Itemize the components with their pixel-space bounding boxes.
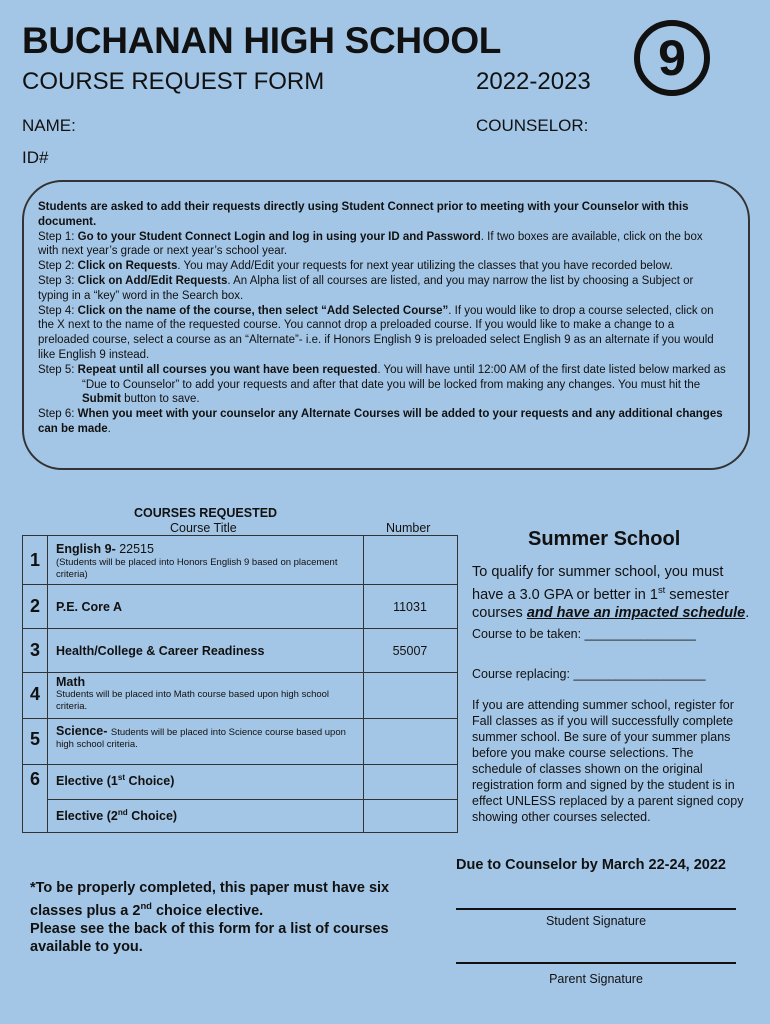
step-2: Step 2: Click on Requests. You may Add/Edit your requests for next year utilizing the classes that you have recorded below. (38, 260, 673, 273)
course-table (22, 535, 458, 833)
id-field-label: ID# (22, 148, 49, 167)
course-title: Math (56, 675, 86, 689)
row-number: 1 (29, 550, 40, 570)
instructions-intro: Students are asked to add their requests directly using Student Connect prior to meeting with your Counselor with this document. (38, 201, 689, 228)
number-column-header: Number (386, 521, 431, 535)
form-title: COURSE REQUEST FORM (22, 68, 325, 95)
step-5-continued: “Due to Counselor” to add your requests and after that date you will be locked from making any changes. You must hit the Submit button to save. (82, 378, 701, 406)
course-title: P.E. Core A (56, 600, 122, 614)
elective-2-title: Elective (2nd Choice) (56, 808, 178, 824)
student-signature-label: Student Signature (545, 914, 647, 928)
course-replacing: Course replacing: ___________________ (472, 667, 706, 681)
step-1: Step 1: Go to your Student Connect Login and log in using your ID and Password. If two boxes are available, click on the box with next year’s grade or next year’s school year. (38, 230, 703, 258)
row-number: 5 (29, 729, 40, 749)
courses-requested-heading: COURSES REQUESTED (134, 506, 278, 520)
course-title: English 9- 22515 (56, 542, 154, 556)
course-title-column-header: Course Title (170, 521, 237, 535)
elective-1-title: Elective (1st Choice) (56, 773, 175, 789)
grade-badge (634, 20, 710, 96)
course-number: 11031 (393, 600, 427, 614)
course-note: Students will be placed into Math course based upon high school criteria. (56, 689, 330, 712)
course-to-be-taken: Course to be taken: ________________ (472, 627, 696, 641)
course-number: 55007 (392, 644, 428, 658)
parent-signature-label: Parent Signature (549, 972, 643, 986)
row-number: 3 (29, 640, 40, 660)
row-number: 6 (29, 769, 40, 789)
completion-note: *To be properly completed, this paper must have six classes plus a 2nd choice elective. Please see the back of this form for a list of courses available to you. (30, 880, 390, 955)
row-number: 2 (29, 596, 40, 616)
name-field-label: NAME: (22, 116, 76, 135)
row-number: 4 (29, 684, 40, 704)
step-4: Step 4: Click on the name of the course, then select “Add Selected Course”. If you would like to drop a course selected, click on the X next to the name of the requested course. You cannot drop a preloaded course. If you would like to make a change to a preloaded course, select a course as an “Alternate”- i.e. if Honors English 9 is preloaded select English 9 as an alternate if you would like English 9 instead. (38, 304, 714, 361)
summer-school-heading: Summer School (528, 528, 681, 550)
parent-signature-line[interactable] (456, 962, 736, 964)
course-title: Health/College & Career Readiness (56, 644, 265, 658)
school-name: BUCHANAN HIGH SCHOOL (22, 20, 502, 61)
step-6: Step 6: When you meet with your counselor any Alternate Courses will be added to your requests and any additional changes can be made. (38, 408, 723, 435)
due-date: Due to Counselor by March 22-24, 2022 (456, 857, 726, 873)
grade-number: 9 (658, 30, 686, 86)
summer-school-info: If you are attending summer school, register for Fall classes as if you will successfully complete summer school. Be sure of your summer plans before you make course selections. The schedule of classes shown on the original registration form and signed by the student is in effect UNLESS replaced by a parent signed copy showing other courses selected. (472, 698, 744, 824)
step-3: Step 3: Click on Add/Edit Requests. An Alpha list of all courses are listed, and you may narrow the list by choosing a Subject or typing in a “key” word in the Search box. (38, 274, 694, 302)
student-signature-line[interactable] (456, 908, 736, 910)
school-year: 2022-2023 (476, 68, 591, 95)
summer-school-qualification: To qualify for summer school, you must have a 3.0 GPA or better in 1st semester courses and have an impacted schedule. (472, 564, 750, 621)
counselor-field-label: COUNSELOR: (476, 116, 589, 135)
course-title: Science- Students will be placed into Science course based upon high school criteria. (56, 724, 346, 750)
instructions-box (22, 180, 750, 470)
course-note: (Students will be placed into Honors English 9 based on placement criteria) (56, 557, 338, 580)
step-5: Step 5: Repeat until all courses you want have been requested. You will have until 12:00 AM of the first date listed below marked as (38, 363, 726, 376)
